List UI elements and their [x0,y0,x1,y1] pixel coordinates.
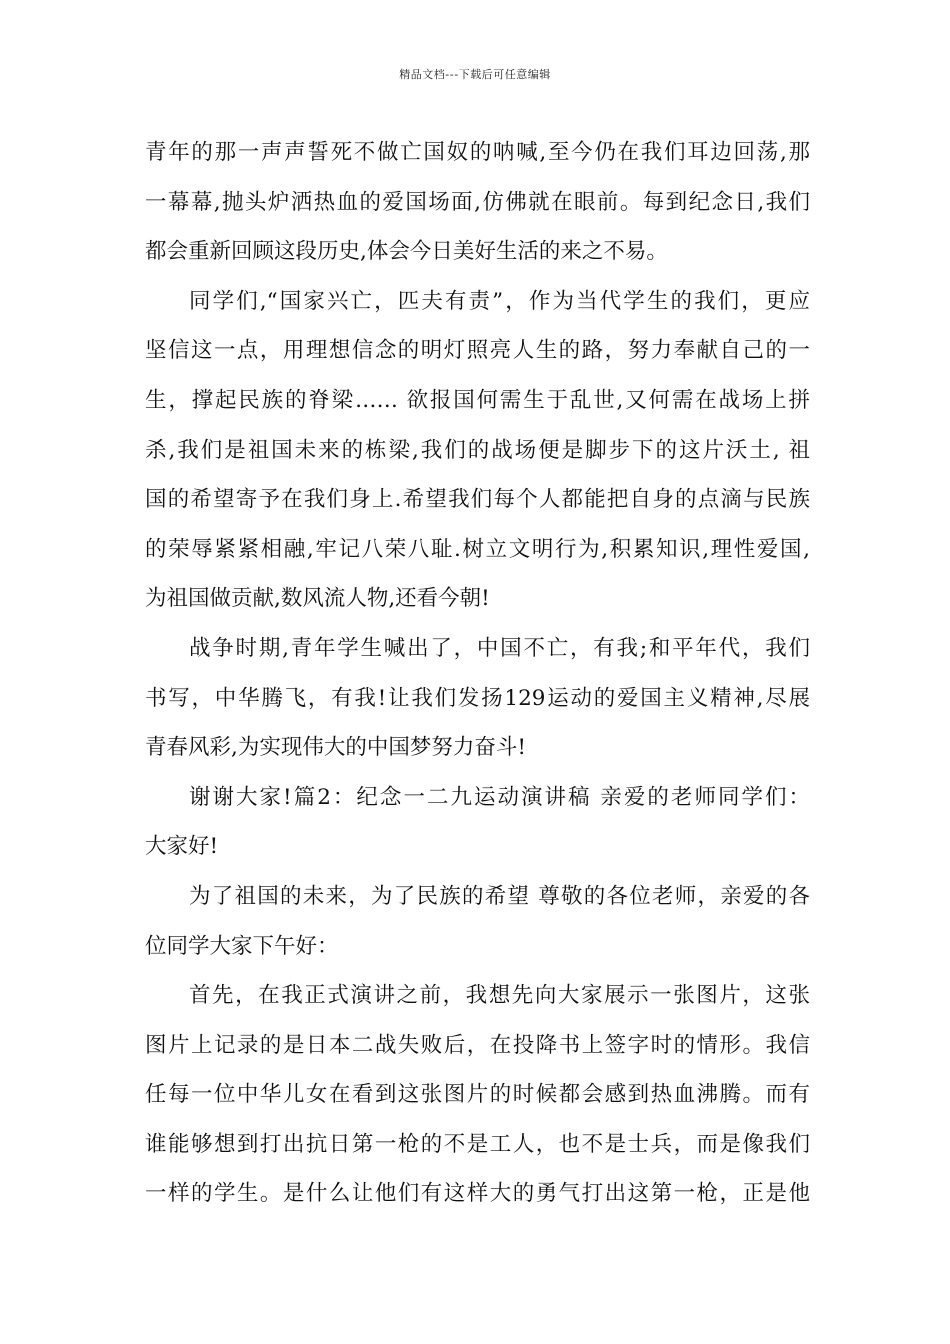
text-line: 任每一位中华儿女在看到这张图片的时候都会感到热血沸腾。而有 [145,1082,810,1108]
text-line: 都会重新回顾这段历史,体会今日美好生活的来之不易。 [145,239,668,265]
text-line: 一幕幕,抛头炉洒热血的爱国场面,仿佛就在眼前。每到纪念日,我们 [145,189,810,215]
text-line: 书写，中华腾飞，有我!让我们发扬129运动的爱国主义精神,尽展 [145,685,810,711]
text-line: 坚信这一点，用理想信念的明灯照亮人生的路，努力奉献自己的一 [145,338,810,364]
text-line: 青年的那一声声誓死不做亡国奴的呐喊,至今仍在我们耳边回荡,那 [145,140,810,165]
text-line: 为了祖国的未来，为了民族的希望 尊敬的各位老师，亲爱的各 [189,883,810,909]
text-line: 位同学大家下午好： [145,933,339,959]
text-line: 图片上记录的是日本二战失败后，在投降书上签字时的情形。我信 [145,1032,810,1058]
text-line: 大家好! [145,834,219,860]
text-line: 国的希望寄予在我们身上.希望我们每个人都能把自身的点滴与民族 [145,487,810,513]
text-line: 谢谢大家!篇2：纪念一二九运动演讲稿 亲爱的老师同学们： [189,784,810,810]
text-line: 生，撑起民族的脊梁…… 欲报国何需生于乱世,又何需在战场上拼 [145,387,810,413]
text-line: 的荣辱紧紧相融,牢记八荣八耻.树立文明行为,积累知识,理性爱国, [145,536,810,562]
text-line: 杀,我们是祖国未来的栋梁,我们的战场便是脚步下的这片沃土, 祖 [145,437,810,463]
text-line: 青春风彩,为实现伟大的中国梦努力奋斗! [145,735,526,761]
document-body [145,128,810,1219]
text-line: 首先，在我正式演讲之前，我想先向大家展示一张图片，这张 [189,983,810,1009]
text-line: 一样的学生。是什么让他们有这样大的勇气打出这第一枪，正是他 [145,1181,810,1207]
text-line: 战争时期,青年学生喊出了，中国不亡，有我;和平年代，我们 [189,635,810,661]
text-line: 为祖国做贡献,数风流人物,还看今朝! [145,586,490,612]
text-line: 谁能够想到打出抗日第一枪的不是工人，也不是士兵，而是像我们 [145,1131,810,1157]
text-line: 同学们,“国家兴亡，匹夫有责”，作为当代学生的我们，更应 [189,288,810,314]
page-header: 精品文档---下载后可任意编辑 [399,68,551,81]
